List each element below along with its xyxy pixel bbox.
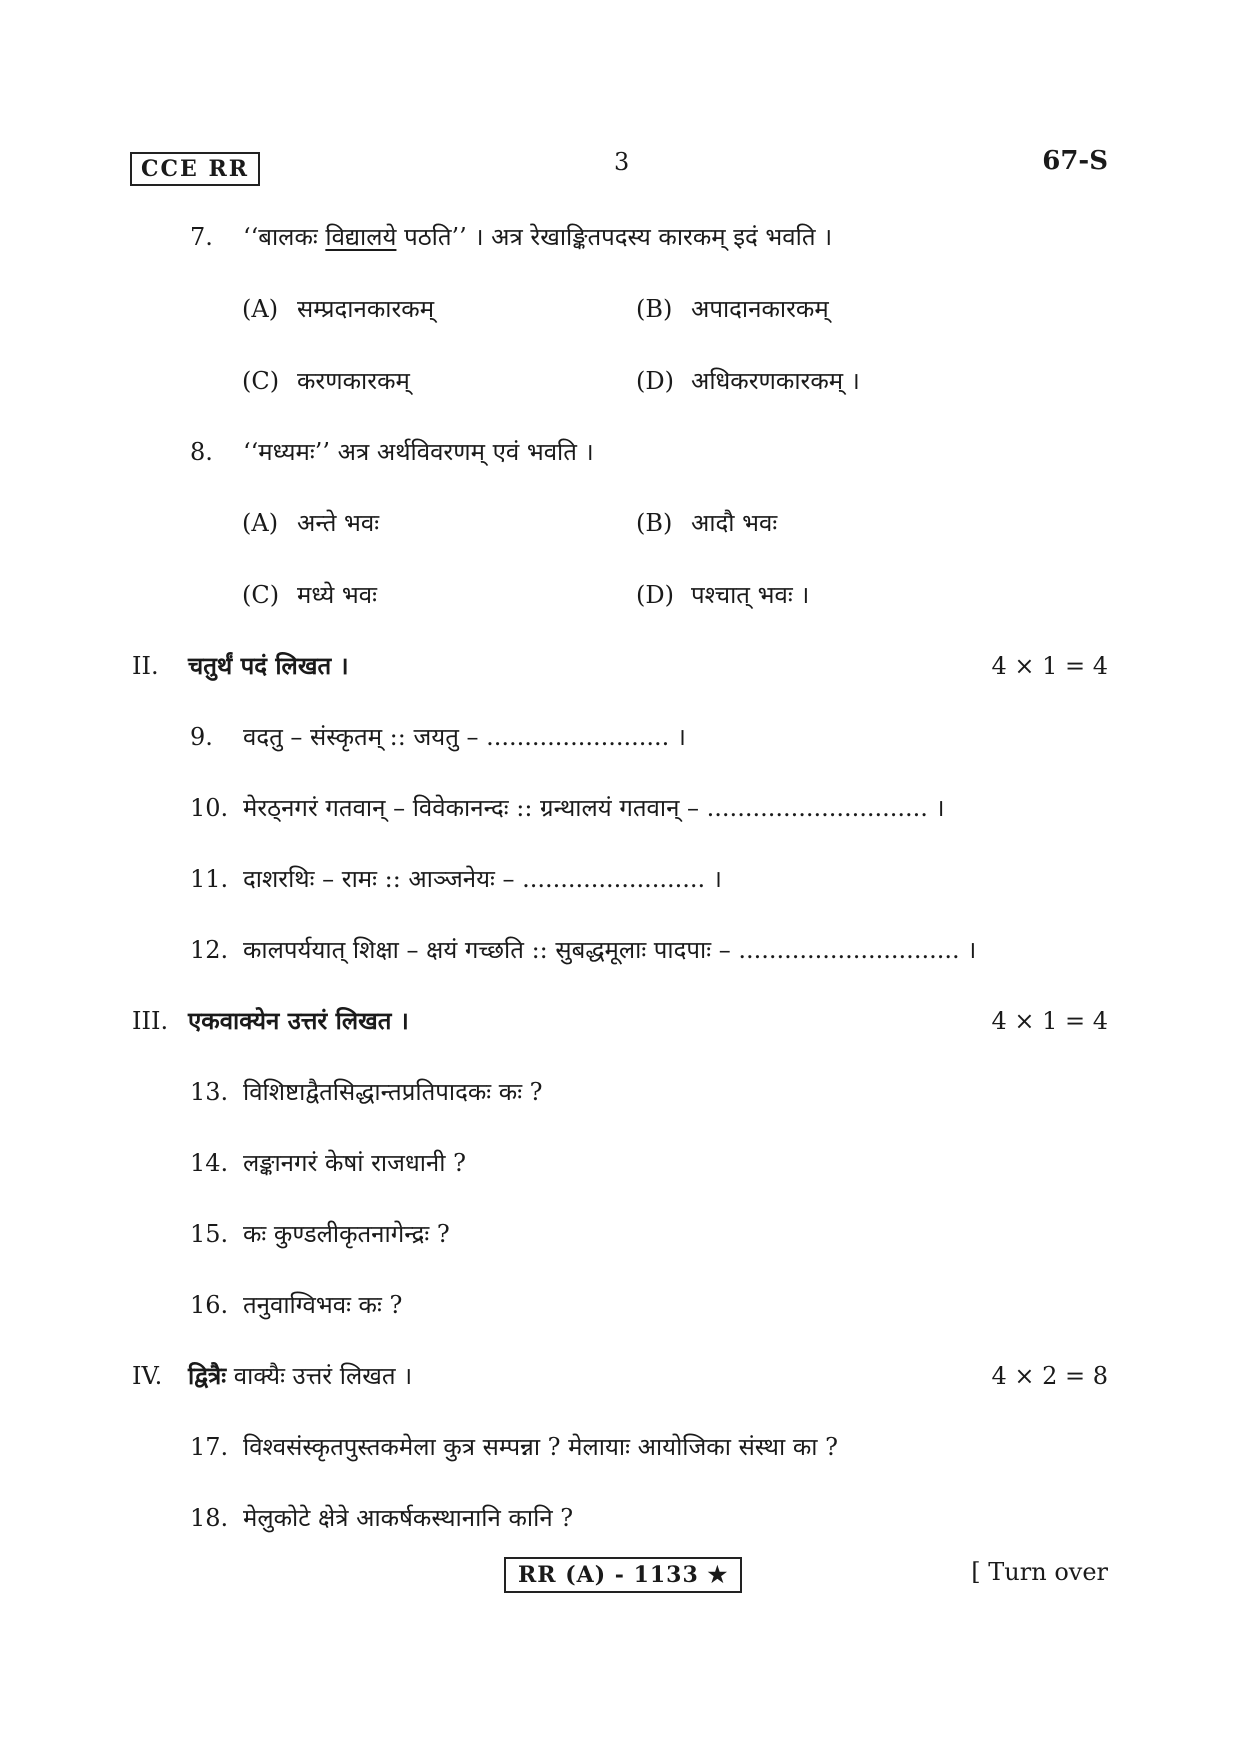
section-number: IV. — [132, 1362, 163, 1390]
question-text: ‘‘बालकः विद्यालये पठति’’ । अत्र रेखाङ्कितपदस्य कारकम् इदं भवति । — [243, 223, 833, 251]
header-code-right: 67-S — [1042, 146, 1108, 176]
underlined-word: विद्यालये — [325, 223, 397, 251]
section-2-marks: 4 × 1 = 4 — [991, 652, 1108, 680]
section-title: चतुर्थं पदं लिखत । — [188, 651, 349, 680]
header-code-left: CCE RR — [130, 152, 260, 186]
question-number: 7. — [190, 223, 213, 251]
section-number: III. — [132, 1007, 169, 1035]
section-3-marks: 4 × 1 = 4 — [991, 1007, 1108, 1035]
footer-code: RR (A) - 1133 ★ — [504, 1557, 742, 1593]
section-4-marks: 4 × 2 = 8 — [991, 1362, 1108, 1390]
section-number: II. — [132, 652, 159, 680]
question-text: ‘‘मध्यमः’’ अत्र अर्थविवरणम् एवं भवति । — [243, 438, 594, 466]
section-title: द्वित्रैः वाक्यैः उत्तरं लिखत । — [188, 1361, 413, 1390]
turn-over-note: [ Turn over — [971, 1558, 1108, 1586]
section-title: एकवाक्येन उत्तरं लिखत । — [188, 1006, 409, 1035]
page-number: 3 — [614, 148, 630, 176]
question-number: 8. — [190, 438, 213, 466]
